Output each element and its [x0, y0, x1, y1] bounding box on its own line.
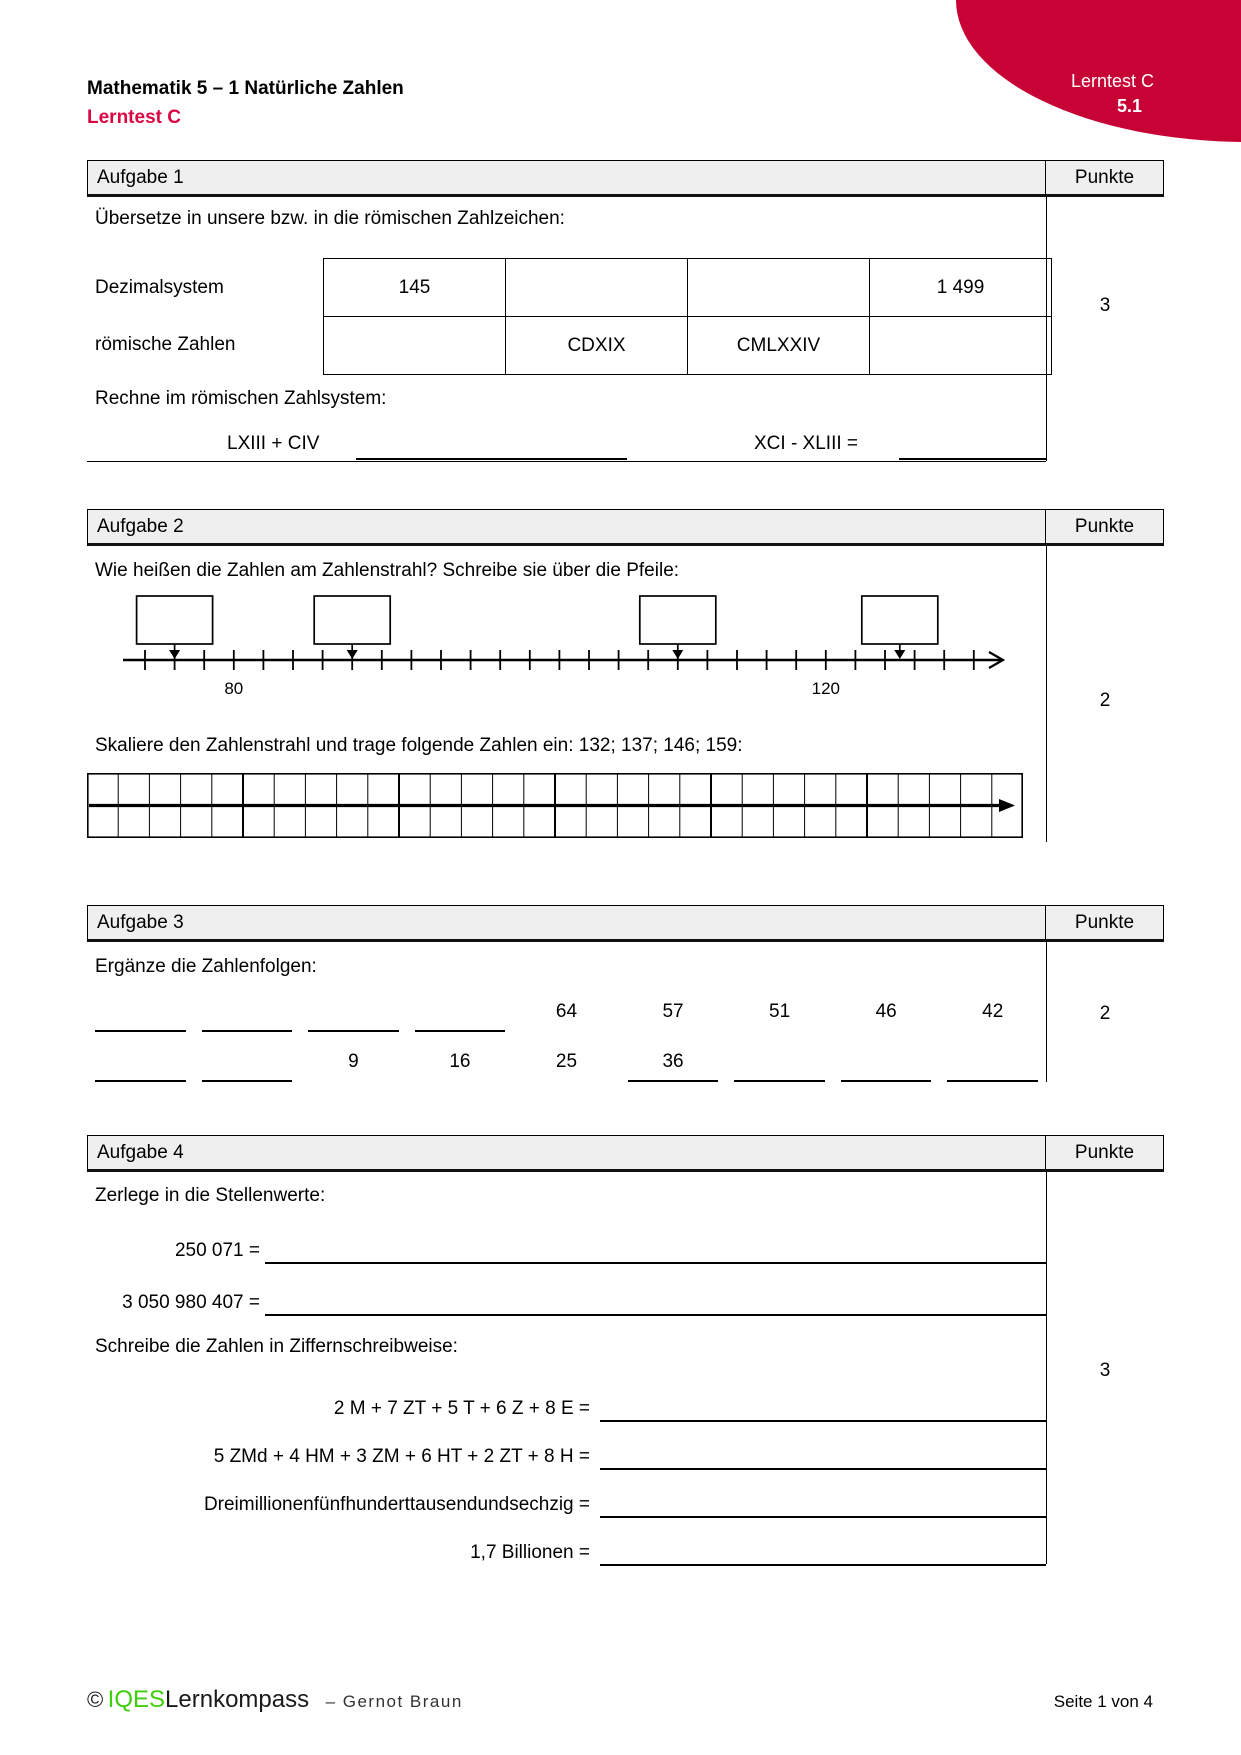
table-cell: 1 499 — [870, 259, 1052, 317]
answer-line — [202, 1030, 293, 1032]
sequence-blank — [194, 990, 301, 1032]
task3-points-value: 2 — [1099, 1003, 1111, 1024]
corner-text — [1071, 70, 1154, 117]
table-cell: CDXIX — [506, 317, 688, 375]
answer-line — [841, 1080, 932, 1082]
digits-label-1: 2 M + 7 ZT + 5 T + 6 Z + 8 E = — [333, 1398, 590, 1419]
answer-box — [314, 596, 390, 644]
answer-line — [95, 1080, 186, 1082]
task2-header-bar — [87, 509, 1164, 546]
page-number: Seite 1 von 4 — [1053, 1692, 1153, 1711]
down-arrow-icon — [347, 650, 358, 659]
task3-punkte-label: Punkte — [1045, 906, 1163, 939]
sequence-row-2 — [87, 1040, 1046, 1082]
down-arrow-icon — [672, 650, 683, 659]
digits-label-2: 5 ZMd + 4 HM + 3 ZM + 6 HT + 2 ZT + 8 H = — [213, 1446, 590, 1467]
task2-points-value: 2 — [1099, 690, 1111, 711]
answer-line — [600, 1516, 1046, 1518]
numberline-tick-label: 80 — [224, 679, 244, 698]
task4-intro-1: Zerlege in die Stellenwerte: — [95, 1185, 326, 1206]
answer-line — [95, 1030, 186, 1032]
task1-row-label-roman: römische Zahlen — [95, 334, 236, 355]
sequence-blank — [726, 1040, 833, 1082]
sequence-number: 16 — [449, 1051, 471, 1072]
task4-header-bar — [87, 1135, 1164, 1172]
footer-brand — [87, 1686, 463, 1714]
task3-header-bar — [87, 905, 1164, 942]
answer-line — [899, 458, 1046, 460]
answer-line — [202, 1080, 293, 1082]
task1-points-value: 3 — [1099, 295, 1111, 316]
right-arrow-icon — [999, 799, 1015, 812]
roman-numeral-table — [323, 258, 1052, 375]
task3-intro: Ergänze die Zahlenfolgen: — [95, 956, 317, 977]
task4-intro-2: Schreibe die Zahlen in Ziffernschreibweise: — [95, 1336, 458, 1357]
copyright-icon: © — [87, 1687, 104, 1712]
table-cell — [324, 317, 506, 375]
task4-points-value: 3 — [1099, 1360, 1111, 1381]
answer-box — [862, 596, 938, 644]
test-title: Lerntest C — [87, 107, 181, 128]
answer-line — [265, 1262, 1046, 1264]
sequence-number: 57 — [662, 1001, 684, 1022]
task1-bottom-border — [87, 461, 1046, 462]
answer-line — [600, 1420, 1046, 1422]
task1-calc-intro: Rechne im römischen Zahlsystem: — [95, 388, 387, 409]
brand-iqes: IQES — [107, 1686, 166, 1713]
task4-title: Aufgabe 4 — [97, 1141, 184, 1163]
task4-punkte-label: Punkte — [1045, 1136, 1163, 1169]
answer-line — [308, 1030, 399, 1032]
sequence-blank — [87, 990, 194, 1032]
table-row — [324, 259, 1052, 317]
sequence-number: 9 — [348, 1051, 359, 1072]
table-cell — [688, 259, 870, 317]
task1-calc-expression-1: LXIII + CIV — [227, 433, 320, 454]
task3-title: Aufgabe 3 — [97, 911, 184, 933]
sequence-blank — [87, 1040, 194, 1082]
sequence-number: 25 — [555, 1051, 578, 1072]
table-cell — [870, 317, 1052, 375]
answer-box — [640, 596, 716, 644]
down-arrow-icon — [169, 650, 180, 659]
answer-line — [265, 1314, 1046, 1316]
task2-question-1: Wie heißen die Zahlen am Zahlenstrahl? Schreibe sie über die Pfeile: — [95, 560, 680, 581]
task1-calc-expression-2: XCI - XLIII = — [754, 433, 859, 454]
sequence-row-1 — [87, 990, 1046, 1032]
sequence-number: 46 — [875, 1001, 897, 1022]
task2-question-2: Skaliere den Zahlenstrahl und trage folgende Zahlen ein: 132; 137; 146; 159: — [95, 735, 743, 756]
numberline-tick-label: 120 — [811, 679, 840, 698]
table-cell: CMLXXIV — [688, 317, 870, 375]
sequence-blank — [194, 1040, 301, 1082]
task1-intro: Übersetze in unsere bzw. in die römischen Zahlzeichen: — [95, 208, 565, 229]
table-cell: 145 — [324, 259, 506, 317]
sequence-number: 42 — [982, 1001, 1004, 1022]
brand-lernkompass: Lernkompass — [165, 1686, 310, 1713]
answer-line — [947, 1080, 1038, 1082]
task1-header-bar — [87, 160, 1164, 197]
sequence-number: 64 — [555, 1001, 578, 1022]
task1-row-label-decimal: Dezimalsystem — [95, 277, 224, 298]
sequence-blank — [407, 990, 514, 1032]
sequence-number: 51 — [769, 1001, 791, 1022]
decompose-label-1: 250 071 = — [174, 1240, 260, 1261]
blank-numberline-grid — [87, 773, 1023, 838]
sequence-blank — [939, 1040, 1046, 1082]
answer-line — [600, 1564, 1046, 1566]
decompose-label-2: 3 050 980 407 = — [122, 1292, 260, 1313]
answer-line — [415, 1030, 506, 1032]
sequence-number: 36 — [620, 1040, 727, 1082]
corner-section-code: 5.1 — [1116, 96, 1142, 116]
sequence-blank — [833, 1040, 940, 1082]
table-row — [324, 317, 1052, 375]
course-title: Mathematik 5 – 1 Natürliche Zahlen — [87, 78, 404, 99]
answer-line — [628, 1080, 719, 1082]
task1-punkte-label: Punkte — [1045, 161, 1163, 194]
task1-title: Aufgabe 1 — [97, 166, 184, 188]
down-arrow-icon — [894, 650, 905, 659]
answer-line — [600, 1468, 1046, 1470]
corner-test-label: Lerntest C — [1070, 71, 1154, 91]
numberline-diagram — [87, 586, 1046, 708]
task2-punkte-label: Punkte — [1045, 510, 1163, 543]
answer-line — [734, 1080, 825, 1082]
footer-author: – Gernot Braun — [325, 1692, 463, 1711]
sequence-blank — [300, 990, 407, 1032]
answer-box — [137, 596, 213, 644]
table-cell — [506, 259, 688, 317]
corner-badge — [956, 0, 1241, 142]
digits-label-3: Dreimillionenfünfhunderttausendundsechzig = — [203, 1494, 590, 1515]
task2-title: Aufgabe 2 — [97, 515, 184, 537]
answer-line — [356, 458, 627, 460]
digits-label-4: 1,7 Billionen = — [470, 1542, 590, 1563]
